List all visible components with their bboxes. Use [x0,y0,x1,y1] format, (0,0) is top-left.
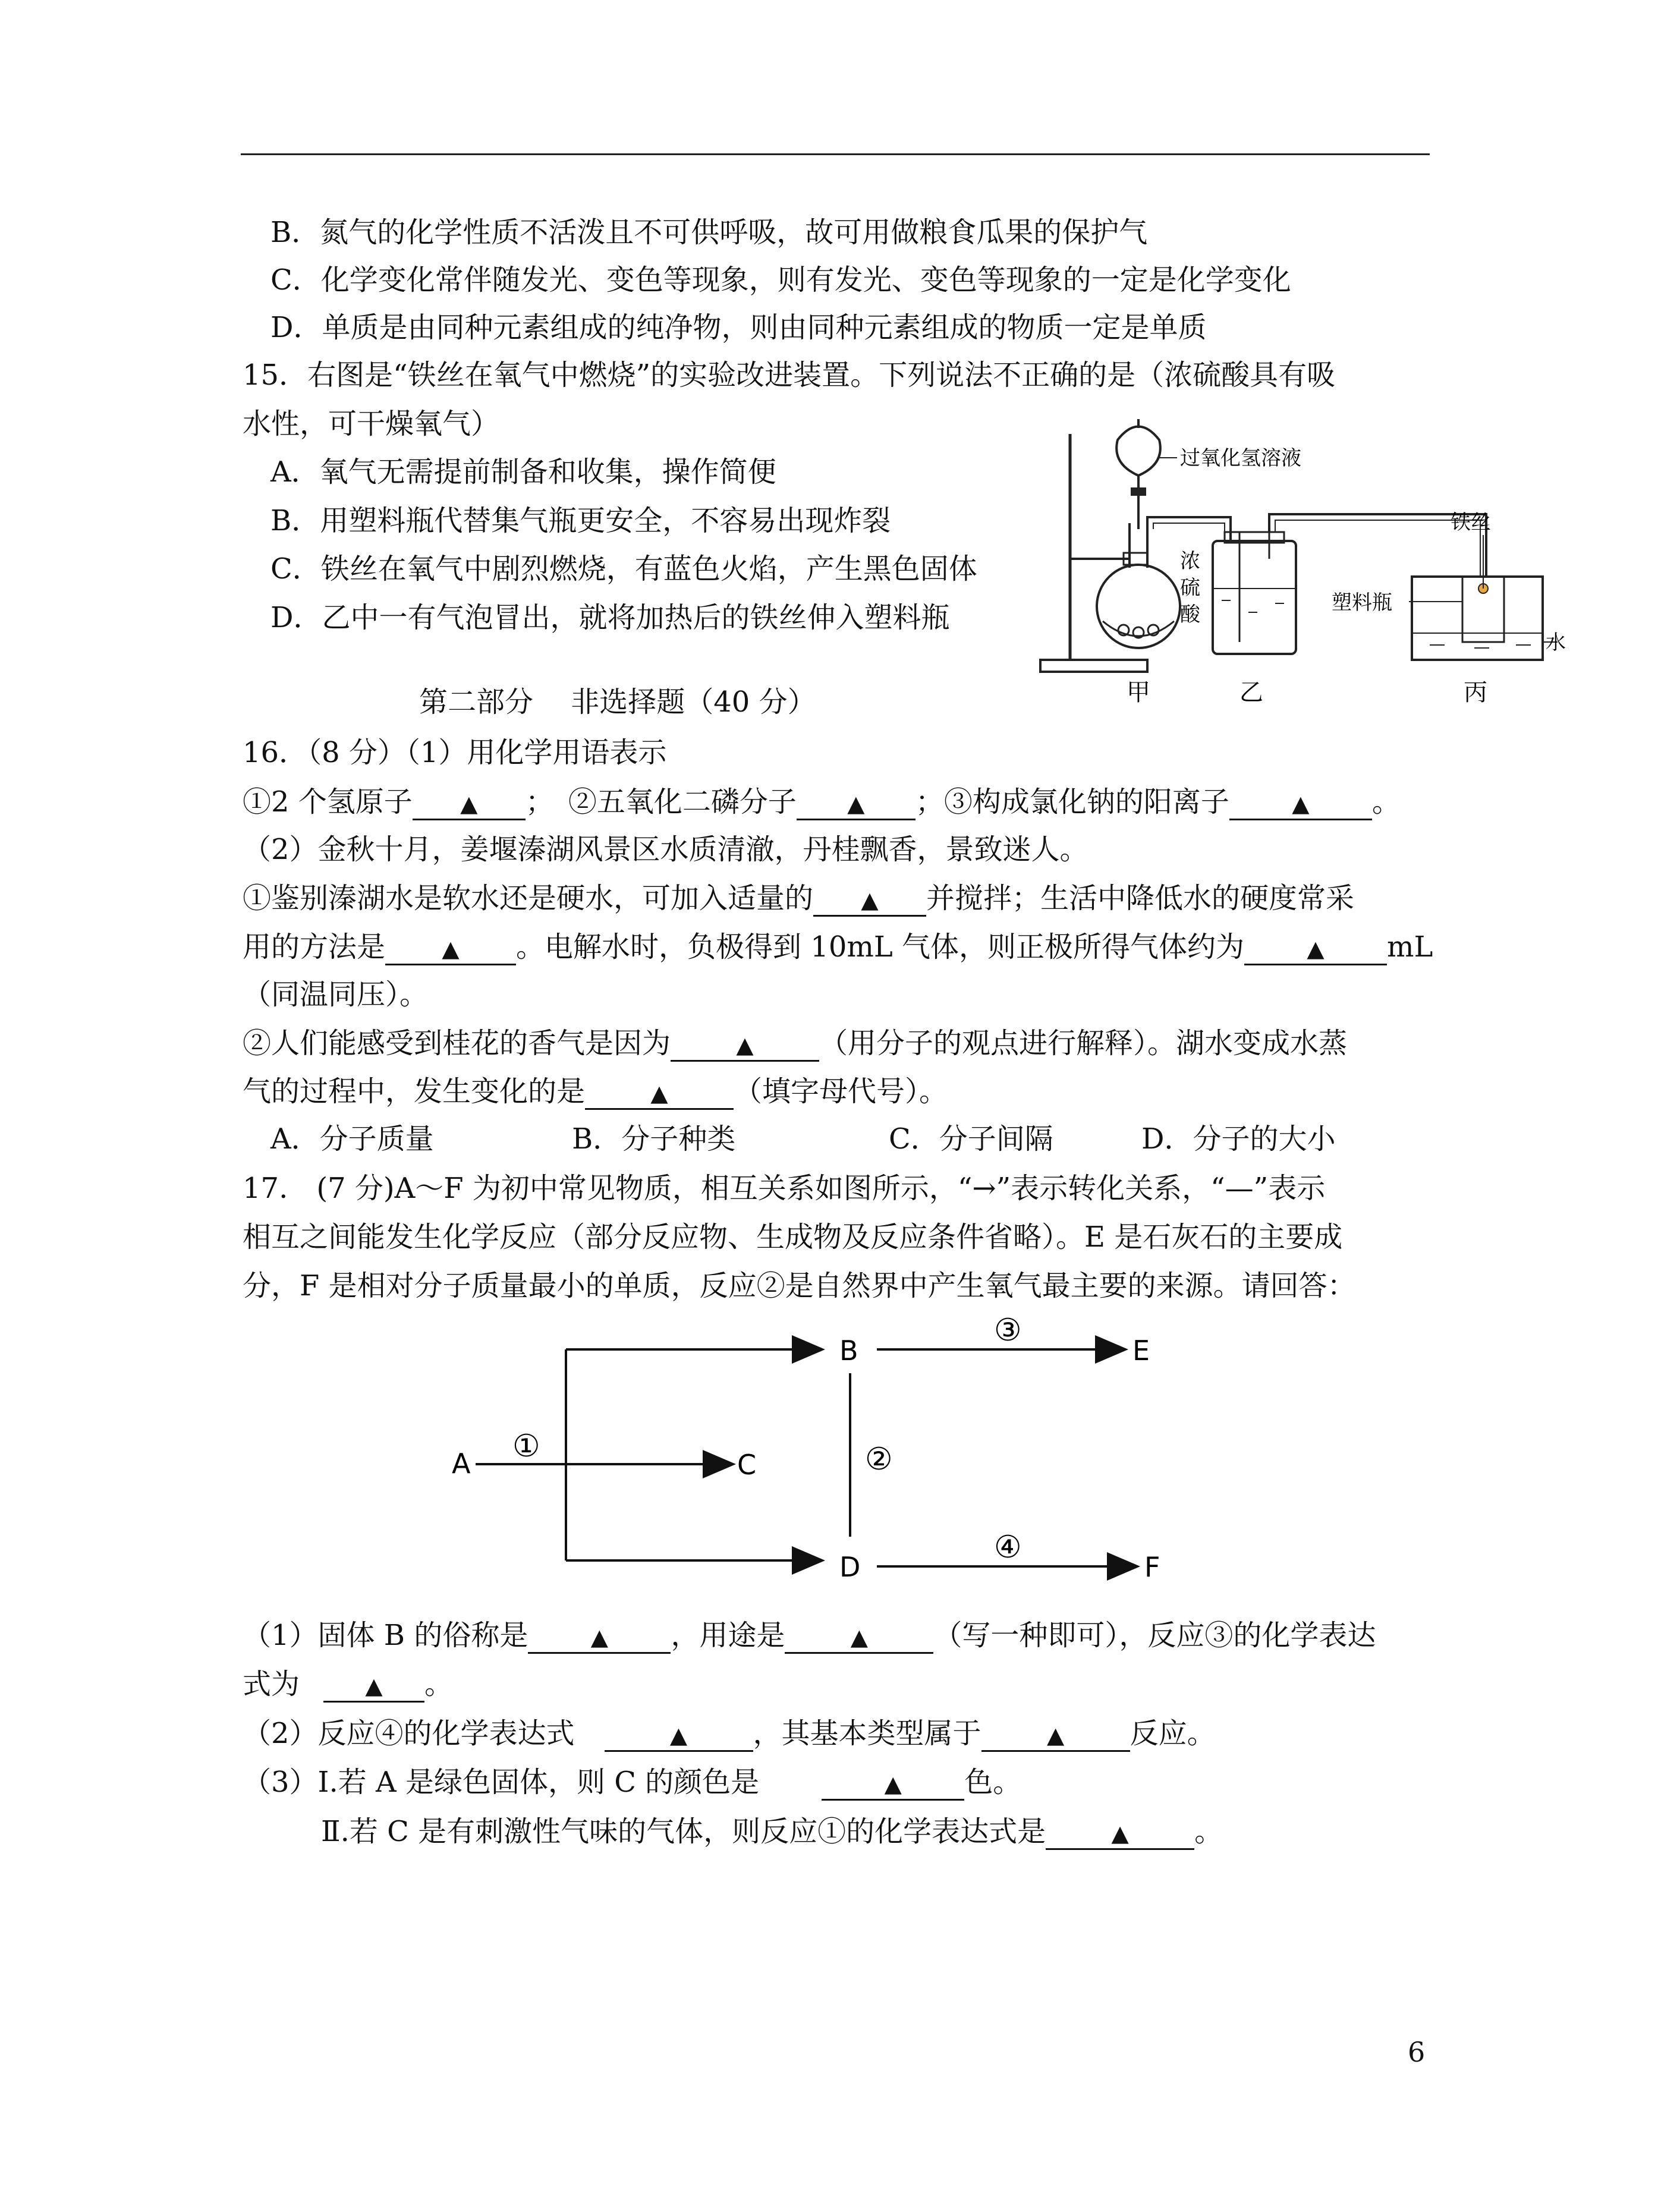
q17-part-2: （2）反应④的化学表达式 ▲ ，其基本类型属于 ▲ 反应。 [243,1715,1216,1752]
q16-line-5: （同温同压）。 [243,978,429,1011]
reaction-4-label: ④ [994,1530,1022,1565]
node-f: F [1144,1551,1160,1583]
reaction-3-label: ③ [994,1313,1022,1348]
answer-blank[interactable]: ▲ [671,1027,819,1062]
q17-part-3-ii: Ⅱ.若 C 是有刺激性气味的气体，则反应①的化学表达式是 ▲ 。 [321,1813,1223,1850]
q16-option-b: B．分子种类 [572,1122,736,1156]
reaction-2-label: ② [865,1442,893,1477]
answer-blank[interactable]: ▲ [797,785,915,820]
q16-option-a: A．分子质量 [270,1122,434,1156]
q15-option-b: B．用塑料瓶代替集气瓶更安全，不容易出现炸裂 [270,504,891,537]
node-d: D [839,1551,861,1583]
q16-line-4: 用的方法是 ▲ 。电解水时，负极得到 10mL 气体，则正极所得气体约为 ▲ mL [243,929,1433,965]
answer-blank[interactable]: ▲ [528,1619,671,1654]
page-number: 6 [1408,2036,1426,2068]
label-wire: 铁丝 [1451,511,1491,534]
answer-blank[interactable]: ▲ [1229,785,1372,820]
label-yi: 乙 [1239,679,1263,706]
q15-option-a: A．氧气无需提前制备和收集，操作简便 [270,455,776,489]
label-acid-1: 浓 [1180,549,1200,573]
q17-relation-diagram [440,1314,1213,1593]
q15-option-c: C．铁丝在氧气中剧烈燃烧，有蓝色火焰，产生黑色固体 [270,552,977,586]
answer-blank[interactable]: ▲ [385,930,516,965]
q15-option-d: D．乙中一有气泡冒出，就将加热后的铁丝伸入塑料瓶 [270,601,950,634]
q17-line-3: 分，F 是相对分子质量最小的单质，反应②是自然界中产生氧气最主要的来源。请回答： [243,1269,1356,1302]
q15-stem-1: 15．右图是“铁丝在氧气中燃烧”的实验改进装置。下列说法不正确的是（浓硫酸具有吸 [243,358,1336,392]
q15-apparatus-figure [1034,416,1566,707]
q15-stem-2: 水性，可干燥氧气） [243,407,500,440]
answer-blank[interactable]: ▲ [1244,930,1387,965]
node-a: A [452,1448,471,1480]
q16-option-d: D．分子的大小 [1141,1122,1336,1156]
label-bing: 丙 [1464,679,1487,706]
node-e: E [1132,1335,1150,1367]
q16-line-3: ①鉴别溱湖水是软水还是硬水，可加入适量的 ▲ 并搅拌；生活中降低水的硬度常采 [243,880,1354,917]
label-acid-2: 硫 [1180,576,1200,600]
q14-option-c: C．化学变化常伴随发光、变色等现象，则有发光、变色等现象的一定是化学变化 [270,263,1291,297]
section-title: 第二部分 非选择题（40 分） [419,685,816,719]
q16-line-6: ②人们能感受到桂花的香气是因为 ▲ （用分子的观点进行解释）。湖水变成水蒸 [243,1025,1347,1062]
q16-line-2: （2）金秋十月，姜堰溱湖风景区水质清澈，丹桂飘香，景致迷人。 [243,833,1088,866]
label-bottle: 塑料瓶 [1332,591,1392,615]
answer-blank[interactable]: ▲ [822,1766,964,1801]
q14-option-d: D．单质是由同种元素组成的纯净物，则由同种元素组成的物质一定是单质 [270,311,1207,344]
q16-title: 16．（8 分）（1）用化学用语表示 [243,736,667,769]
answer-blank[interactable]: ▲ [323,1667,424,1703]
q17-line-2: 相互之间能发生化学反应（部分反应物、生成物及反应条件省略）。E 是石灰石的主要成 [243,1220,1343,1254]
q16-line-7: 气的过程中，发生变化的是 ▲ （填字母代号）。 [243,1073,948,1110]
node-c: C [737,1449,757,1481]
label-jia: 甲 [1127,679,1150,706]
answer-blank[interactable]: ▲ [585,1075,734,1110]
q17-part-1-line-1: （1）固体 B 的俗称是 ▲ ，用途是 ▲ （写一种即可），反应③的化学表达 [243,1617,1376,1654]
reaction-1-label: ① [512,1428,540,1464]
label-acid-3: 酸 [1180,603,1200,627]
q14-option-b: B．氮气的化学性质不活泼且不可供呼吸，故可用做粮食瓜果的保护气 [270,216,1148,249]
q16-line-1: ①2 个氢原子 ▲ ； ②五氧化二磷分子 ▲ ；③构成氯化钠的阳离子 ▲ 。 [243,784,1401,820]
answer-blank[interactable]: ▲ [605,1717,753,1752]
answer-blank[interactable]: ▲ [981,1717,1130,1752]
answer-blank[interactable]: ▲ [1046,1815,1194,1850]
answer-blank[interactable]: ▲ [813,882,926,917]
answer-blank[interactable]: ▲ [785,1619,933,1654]
q17-line-1: 17. (7 分)A～F 为初中常见物质，相互关系如图所示，“→”表示转化关系，“—”表示 [243,1172,1326,1205]
q16-option-c: C．分子间隔 [889,1122,1053,1156]
answer-blank[interactable]: ▲ [413,785,526,820]
label-water: 水 [1546,631,1566,655]
q17-part-1-line-2: 式为 ▲ 。 [243,1666,453,1703]
header-rule [241,153,1430,155]
node-b: B [839,1335,858,1367]
q17-part-3-i: （3）Ⅰ.若 A 是绿色固体，则 C 的颜色是 ▲ 色。 [243,1764,1021,1801]
label-h2o2: 过氧化氢溶液 [1180,446,1301,470]
